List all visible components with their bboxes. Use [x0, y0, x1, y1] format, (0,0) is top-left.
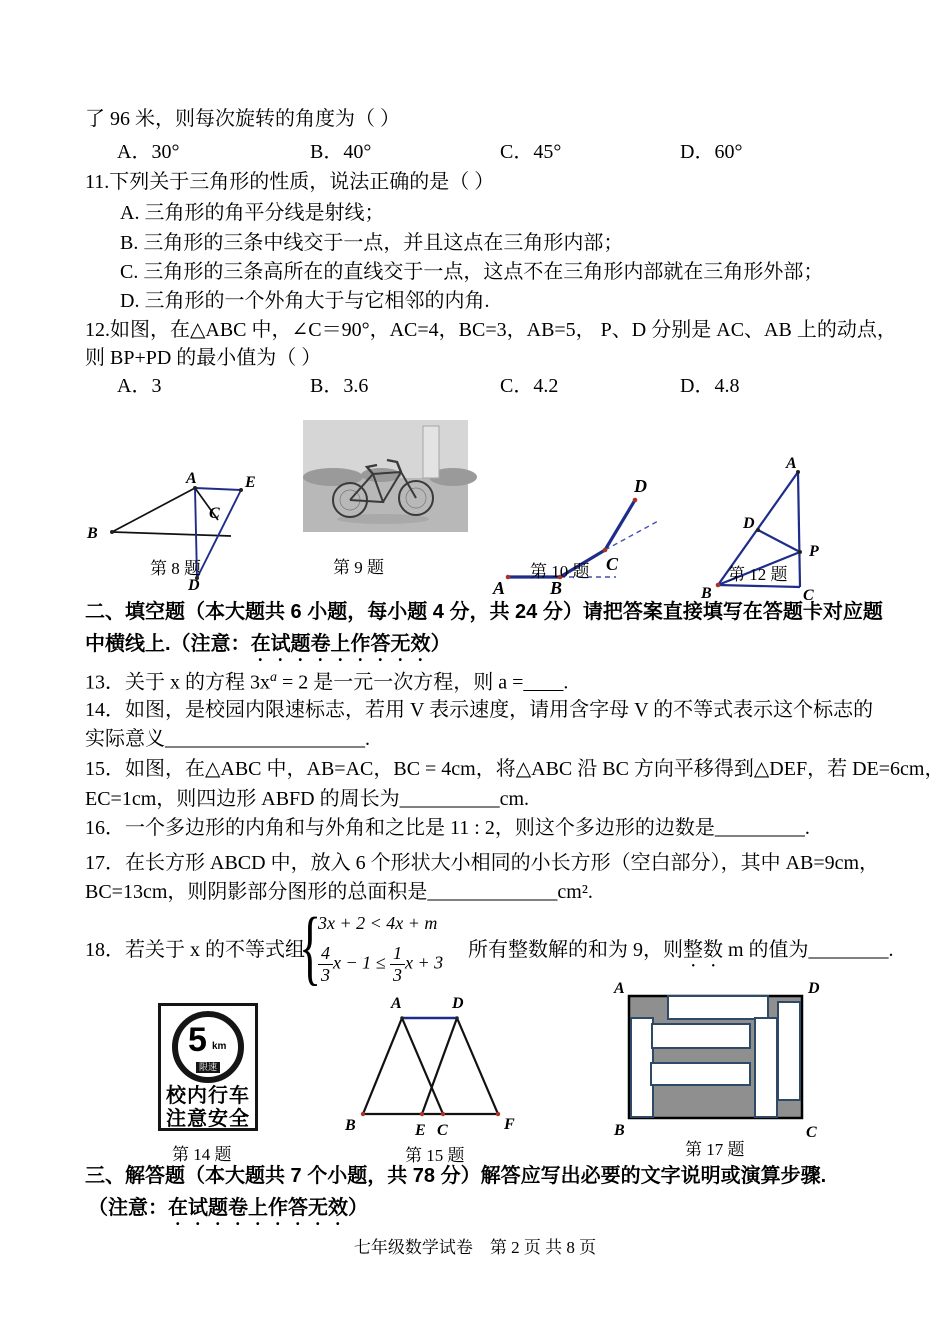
bicycle-photo [303, 420, 468, 532]
q11-option-c: C. 三角形的三条高所在的直线交于一点，这点不在三角形内部就在三角形外部； [120, 261, 824, 283]
fig10-caption: 第 10 题 [530, 562, 590, 581]
q18-post2: m 的值为________. [723, 939, 894, 961]
q18-prefix: 18．若关于 x 的不等式组 [85, 939, 305, 961]
speed-limit-circle [172, 1011, 244, 1083]
fig12-caption: 第 12 题 [728, 565, 788, 584]
q12-option-d: D．4.8 [680, 375, 740, 397]
q18-system-brace: { [299, 901, 322, 994]
q13-stem [85, 666, 568, 695]
fig17-label-b: B [614, 1122, 625, 1139]
fig8-blue-triangle [195, 488, 241, 578]
q18-emphasized-integer: 整数 [683, 939, 723, 961]
q12-option-a: A．3 [117, 375, 162, 397]
fig17-label-d: D [808, 980, 820, 997]
section3-note-emphasized: 在试题卷上作答无效 [168, 1197, 348, 1219]
q16-stem: 16．一个多边形的内角和与外角和之比是 11 : 2，则这个多边形的边数是_________. [85, 817, 810, 839]
q10-option-b: B．40° [310, 141, 372, 163]
sign-speed-value: 5 [188, 1021, 207, 1059]
q12-stem-line2: 则 BP+PD 的最小值为（ ） [85, 347, 322, 369]
q15-stem-line2: EC=1cm，则四边形 ABFD 的周长为__________cm. [85, 788, 530, 810]
photo-monument [423, 426, 439, 478]
section3-header: 三、解答题（本大题共 7 个小题，共 78 分）解答应写出必要的文字说明或演算步骤. [85, 1165, 827, 1187]
fig15-label-e: E [415, 1122, 426, 1139]
q12-option-b: B．3.6 [310, 375, 369, 397]
fig15-label-f: F [504, 1116, 515, 1133]
figure-q15-translated-triangles [335, 990, 525, 1138]
section2-note-post: ） [430, 633, 451, 655]
q18-ineq2-end: x + 3 [405, 952, 444, 973]
q15-stem-line1: 15．如图，在△ABC 中，AB=AC，BC = 4cm，将△ABC 沿 BC 方向平移得到△DEF，若 DE=6cm， [85, 758, 945, 780]
page-footer: 七年级数学试卷 第 2 页 共 8 页 [353, 1238, 597, 1257]
q11-option-b: B. 三角形的三条中线交于一点，并且这点在三角形内部； [120, 232, 624, 254]
q18-ineq2-middle: x − 1 ≤ [333, 952, 391, 973]
q18-frac2-denominator: 3 [393, 964, 403, 985]
fig12-label-a: A [786, 455, 797, 472]
q12-stem-line1: 12.如图，在△ABC 中，∠C＝90°，AC=4，BC=3，AB=5， P、D 分别是 AC、AB 上的动点， [85, 319, 897, 341]
fig15-label-b: B [345, 1117, 356, 1134]
section2-header-line2 [85, 632, 451, 666]
speed-limit-sign [158, 1003, 258, 1131]
section3-note-pre: （注意： [88, 1197, 168, 1219]
sign-text-line2: 注意安全 [166, 1108, 250, 1130]
fig15-triangle-lines [363, 1018, 498, 1114]
fig15-label-c: C [437, 1122, 448, 1139]
section3-note-post: ） [348, 1197, 368, 1219]
q17-stem-line2: BC=13cm，则阴影部分图形的总面积是_____________cm². [85, 881, 593, 903]
section2-note-emphasized: 在试题卷上作答无效 [250, 633, 431, 655]
q17-stem-line1: 17．在长方形 ABCD 中，放入 6 个形状大小相同的小长方形（空白部分），其中 AB=9cm， [85, 852, 880, 874]
fig10-label-a: A [493, 578, 506, 598]
fig10-label-b: B [550, 578, 563, 598]
q10-option-c: C．45° [500, 141, 562, 163]
fig12-label-c: C [803, 587, 814, 604]
fig15-label-d: D [452, 995, 464, 1012]
fig17-label-a: A [614, 980, 625, 997]
q10-option-a: A．30° [117, 141, 180, 163]
q10-option-d: D．60° [680, 141, 743, 163]
q18-fraction-2 [390, 944, 405, 985]
q13-part2: = 2 是一元一次方程，则 a =____. [277, 671, 569, 694]
section2-note-pre: 中横线上.（注意： [85, 633, 251, 655]
q18-suffix [468, 938, 894, 972]
fig17-caption: 第 17 题 [685, 1140, 745, 1159]
fig10-label-c: C [606, 554, 619, 574]
q14-stem-line1: 14．如图，是校园内限速标志，若用 V 表示速度，请用含字母 V 的不等式表示这个标志的 [85, 699, 874, 721]
q18-fraction-1 [318, 944, 333, 985]
q11-option-d: D. 三角形的一个外角大于与它相邻的内角. [120, 290, 490, 312]
q18-frac1-denominator: 3 [321, 964, 330, 985]
fig12-label-p: P [809, 543, 819, 560]
figure-q17-shaded-rectangle [612, 980, 822, 1140]
fig15-label-a: A [391, 995, 402, 1012]
q11-option-a: A. 三角形的角平分线是射线； [120, 202, 385, 224]
fig10-label-d: D [634, 476, 647, 496]
q11-stem: 11.下列关于三角形的性质，说法正确的是（ ） [85, 171, 495, 193]
fig8-label-e: E [245, 474, 256, 491]
sign-speed-unit: km [212, 1041, 227, 1052]
section2-header-line1: 二、填空题（本大题共 6 小题，每小题 4 分，共 24 分）请把答案直接填写在答题卡对应题 [85, 601, 883, 623]
fig17-label-c: C [806, 1124, 817, 1141]
q18-frac2-numerator: 1 [390, 944, 405, 965]
fig12-label-d: D [743, 515, 755, 532]
q18-inequality-2 [318, 944, 443, 985]
q18-frac1-numerator: 4 [318, 944, 333, 965]
fig8-label-a: A [186, 470, 197, 487]
q12-option-c: C．4.2 [500, 375, 559, 397]
fig8-caption: 第 8 题 [150, 559, 201, 578]
q18-post1: 所有整数解的和为 9，则 [468, 939, 683, 961]
q13-exponent: a [270, 670, 277, 685]
q10-continuation-text: 了 96 米，则每次旋转的角度为（ ） [85, 108, 400, 130]
sign-limit-label: 限速 [196, 1062, 220, 1073]
fig15-caption: 第 15 题 [405, 1146, 465, 1165]
q14-stem-line2: 实际意义____________________. [85, 728, 370, 750]
sign-text-line1: 校内行车 [166, 1085, 250, 1107]
fig14-caption: 第 14 题 [172, 1145, 232, 1164]
section3-note [88, 1196, 368, 1230]
fig9-caption: 第 9 题 [333, 558, 384, 577]
fig8-label-c: C [209, 505, 220, 522]
fig8-label-d: D [188, 577, 200, 594]
fig12-red-dot-b [716, 583, 721, 588]
fig12-label-b: B [701, 585, 712, 602]
fig8-label-b: B [87, 525, 98, 542]
q13-part1: 13．关于 x 的方程 3x [85, 671, 270, 694]
q18-inequality-1: 3x + 2 < 4x + m [318, 913, 438, 933]
